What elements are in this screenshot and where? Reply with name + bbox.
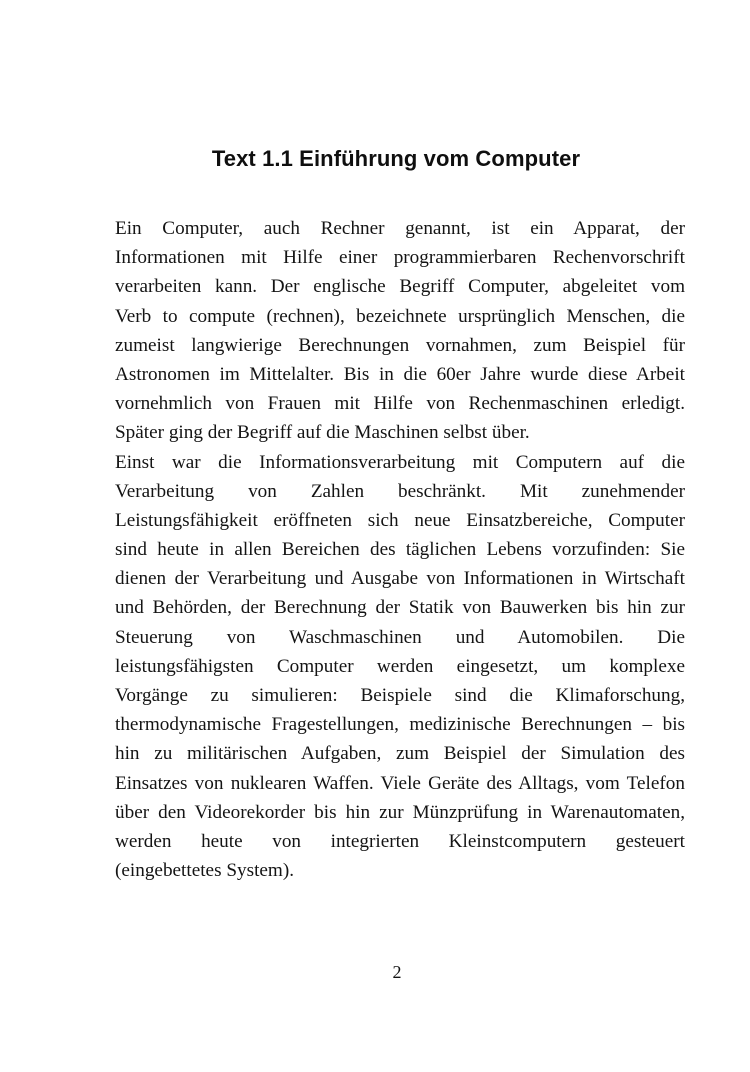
text-line: werden heute von integrierten Kleinstcomputern gesteuert: [115, 830, 685, 852]
text-line: Verarbeitung von Zahlen beschränkt. Mit zunehmender: [115, 480, 685, 502]
text-line: Später ging der Begriff auf die Maschinen selbst über.: [115, 422, 530, 444]
text-line: thermodynamische Fragestellungen, medizinische Berechnungen – bis: [115, 714, 685, 736]
text-line: (eingebettetes System).: [115, 860, 295, 882]
text-line: Einsatzes von nuklearen Waffen. Viele Geräte des Alltags, vom Telefon: [115, 772, 685, 794]
text-line: Einst war die Informationsverarbeitung mit Computern auf die: [115, 451, 685, 473]
text-line: leistungsfähigsten Computer werden eingesetzt, um komplexe: [115, 655, 685, 677]
paragraph-1: [115, 214, 685, 448]
text-line: Ein Computer, auch Rechner genannt, ist ein Apparat, der: [115, 218, 685, 239]
body-text: [115, 214, 685, 885]
page-title: Text 1.1 Einführung vom Computer: [211, 146, 581, 171]
text-line: Vorgänge zu simulieren: Beispiele sind die Klimaforschung,: [115, 685, 685, 706]
text-line: dienen der Verarbeitung und Ausgabe von Informationen in Wirtschaft: [115, 568, 685, 590]
text-line: zumeist langwierige Berechnungen vornahmen, zum Beispiel für: [115, 334, 685, 356]
text-line: vornehmlich von Frauen mit Hilfe von Rechenmaschinen erledigt.: [115, 393, 685, 415]
paragraph-2: [115, 448, 685, 886]
text-line: und Behörden, der Berechnung der Statik von Bauwerken bis hin zur: [115, 597, 685, 619]
text-line: sind heute in allen Bereichen des täglichen Lebens vorzufinden: Sie: [115, 539, 685, 561]
text-line: Informationen mit Hilfe einer programmierbaren Rechenvorschrift: [115, 247, 685, 269]
text-line: Verb to compute (rechnen), bezeichnete ursprünglich Menschen, die: [115, 305, 685, 327]
page-number: 2: [392, 962, 402, 982]
text-line: über den Videorekorder bis hin zur Münzprüfung in Warenautomaten,: [115, 801, 685, 823]
text-line: Steuerung von Waschmaschinen und Automobilen. Die: [115, 626, 685, 648]
text-line: verarbeiten kann. Der englische Begriff Computer, abgeleitet vom: [115, 276, 685, 298]
text-line: hin zu militärischen Aufgaben, zum Beispiel der Simulation des: [115, 743, 685, 765]
text-line: Astronomen im Mittelalter. Bis in die 60er Jahre wurde diese Arbeit: [115, 363, 685, 385]
text-line: Leistungsfähigkeit eröffneten sich neue Einsatzbereiche, Computer: [115, 509, 685, 531]
